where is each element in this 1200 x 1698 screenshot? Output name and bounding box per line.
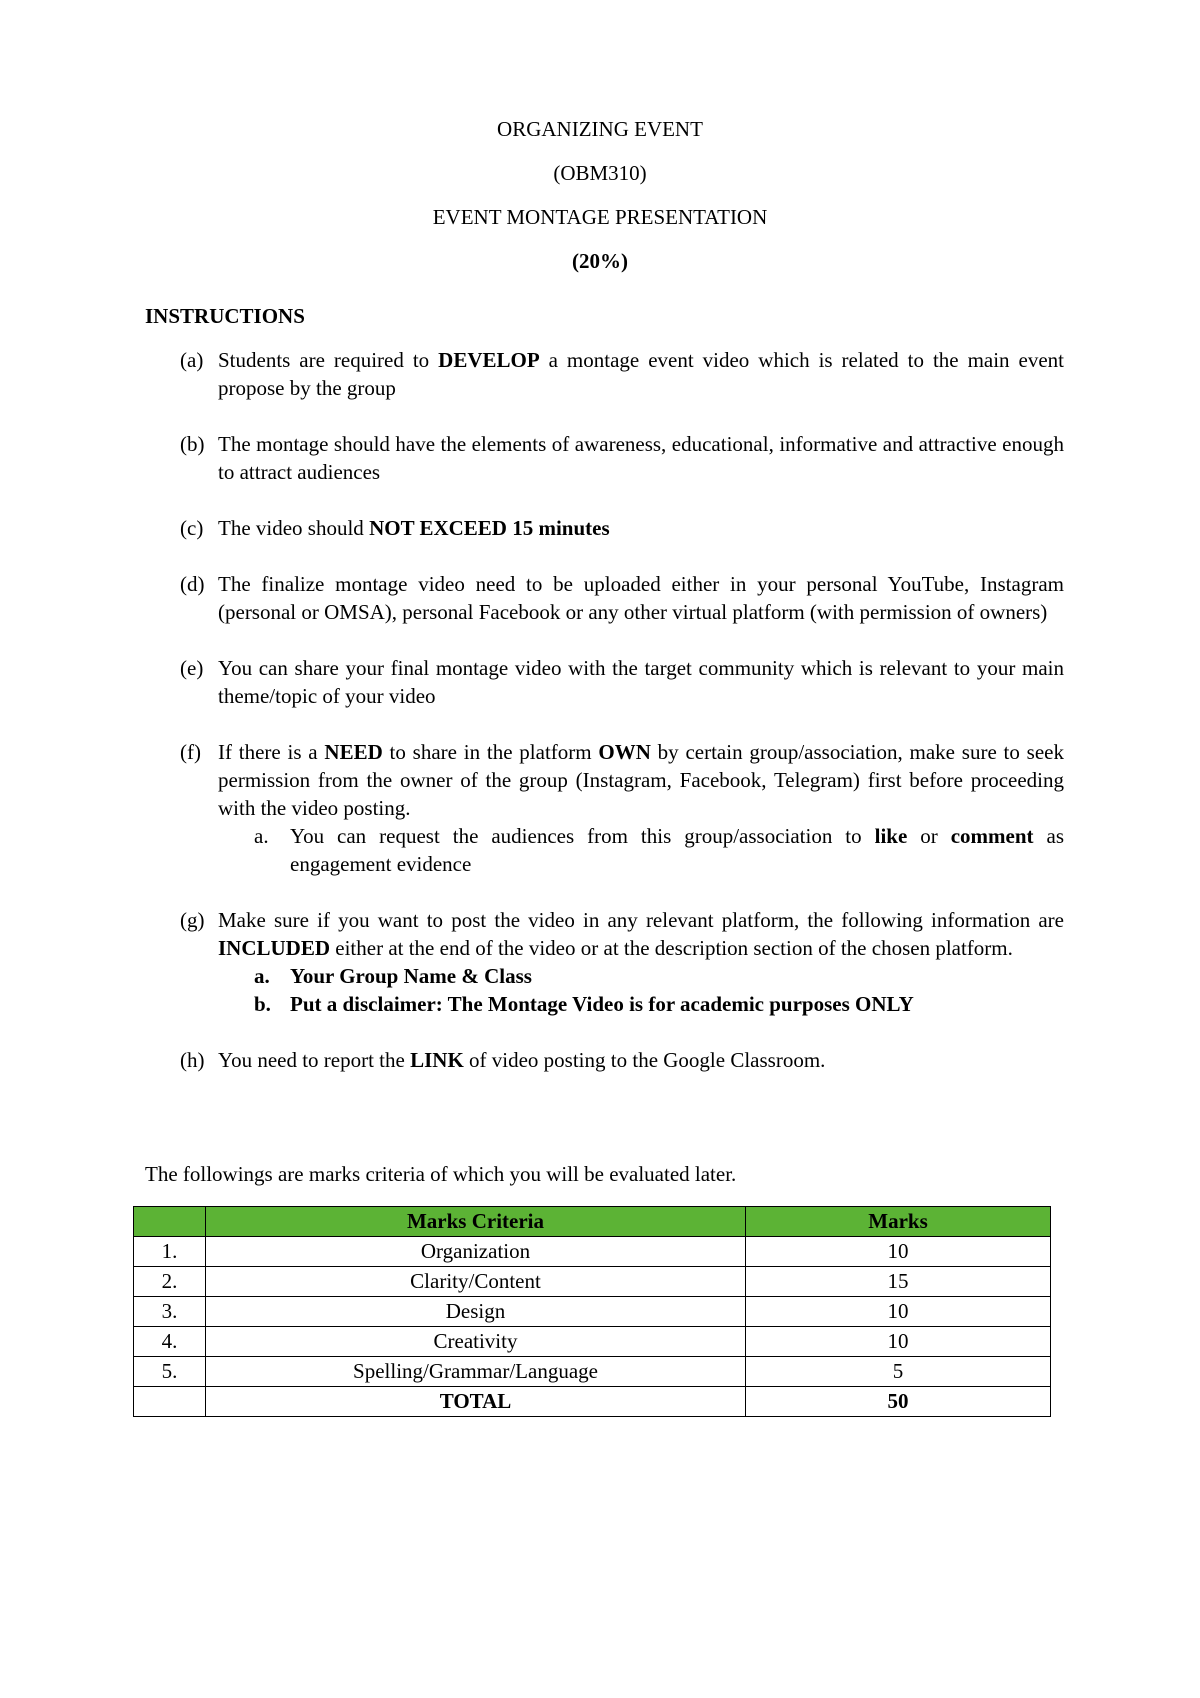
marks-table [133,1206,1051,1417]
table-total-row [134,1387,1051,1417]
instruction-item-f [180,738,1064,878]
item-text: Students are required to DEVELOP a montage event video which is related to the main event propose by the group [218,348,1064,400]
assignment-weight: (20%) [572,249,628,273]
instructions-list [180,346,1064,1102]
course-title: ORGANIZING EVENT [497,117,703,141]
item-text: The finalize montage video need to be uploaded either in your personal YouTube, Instagram (personal or OMSA), personal Facebook or any other virtual platform (with permission of owners) [218,572,1064,624]
item-text: The montage should have the elements of awareness, educational, informative and attractive enough to attract audiences [218,432,1064,484]
item-label: (h) [180,1048,205,1072]
header-marks: Marks [746,1207,1051,1237]
assignment-title: EVENT MONTAGE PRESENTATION [432,205,768,229]
item-label: (e) [180,656,204,680]
header-number-cell [134,1207,206,1237]
instruction-item-b [180,430,1064,486]
table-row: 3. Design 10 [134,1297,1051,1327]
item-text: Make sure if you want to post the video in any relevant platform, the following information are INCLUDED either at the end of the video or at the description section of the chosen platform. a. Your Group Name & Class b. Put a disclaimer: The Montage Video is for academic purposes ONLY [218,908,1064,1016]
instruction-item-g [180,906,1064,1018]
instruction-item-h [180,1046,1064,1074]
instruction-item-d [180,570,1064,626]
total-marks: 50 [746,1387,1051,1417]
title-block [0,115,1200,291]
header-criteria: Marks Criteria [206,1207,746,1237]
instruction-item-c [180,514,1064,542]
item-text: The video should NOT EXCEED 15 minutes [218,516,610,540]
item-label: (f) [180,740,201,764]
sub-item-a: a. You can request the audiences from this group/association to like or comment as engagement evidence [254,824,1065,876]
table-row: 2. Clarity/Content 15 [134,1267,1051,1297]
item-text: If there is a NEED to share in the platform OWN by certain group/association, make sure to seek permission from the owner of the group (Instagram, Facebook, Telegram) first before proceeding with the video posting. a. You can request the audiences from this group/association to like or comment as engagement evidence [218,740,1065,876]
sub-item-a: a. Your Group Name & Class [254,964,532,988]
table-row: 1. Organization 10 [134,1237,1051,1267]
course-code: (OBM310) [553,161,647,185]
instructions-heading: INSTRUCTIONS [145,304,305,328]
table-header-row [134,1207,1051,1237]
table-row: 4. Creativity 10 [134,1327,1051,1357]
instruction-item-e [180,654,1064,710]
item-label: (g) [180,908,205,932]
marks-intro-text: The followings are marks criteria of which you will be evaluated later. [145,1162,737,1186]
item-text: You need to report the LINK of video posting to the Google Classroom. [218,1048,826,1072]
item-label: (d) [180,572,205,596]
item-text: You can share your final montage video with the target community which is relevant to your main theme/topic of your video [218,656,1064,708]
instruction-item-a [180,346,1064,402]
sub-item-b: b. Put a disclaimer: The Montage Video is for academic purposes ONLY [254,992,914,1016]
item-label: (b) [180,432,205,456]
item-label: (c) [180,516,204,540]
item-label: (a) [180,348,204,372]
total-label: TOTAL [206,1387,746,1417]
table-row: 5. Spelling/Grammar/Language 5 [134,1357,1051,1387]
